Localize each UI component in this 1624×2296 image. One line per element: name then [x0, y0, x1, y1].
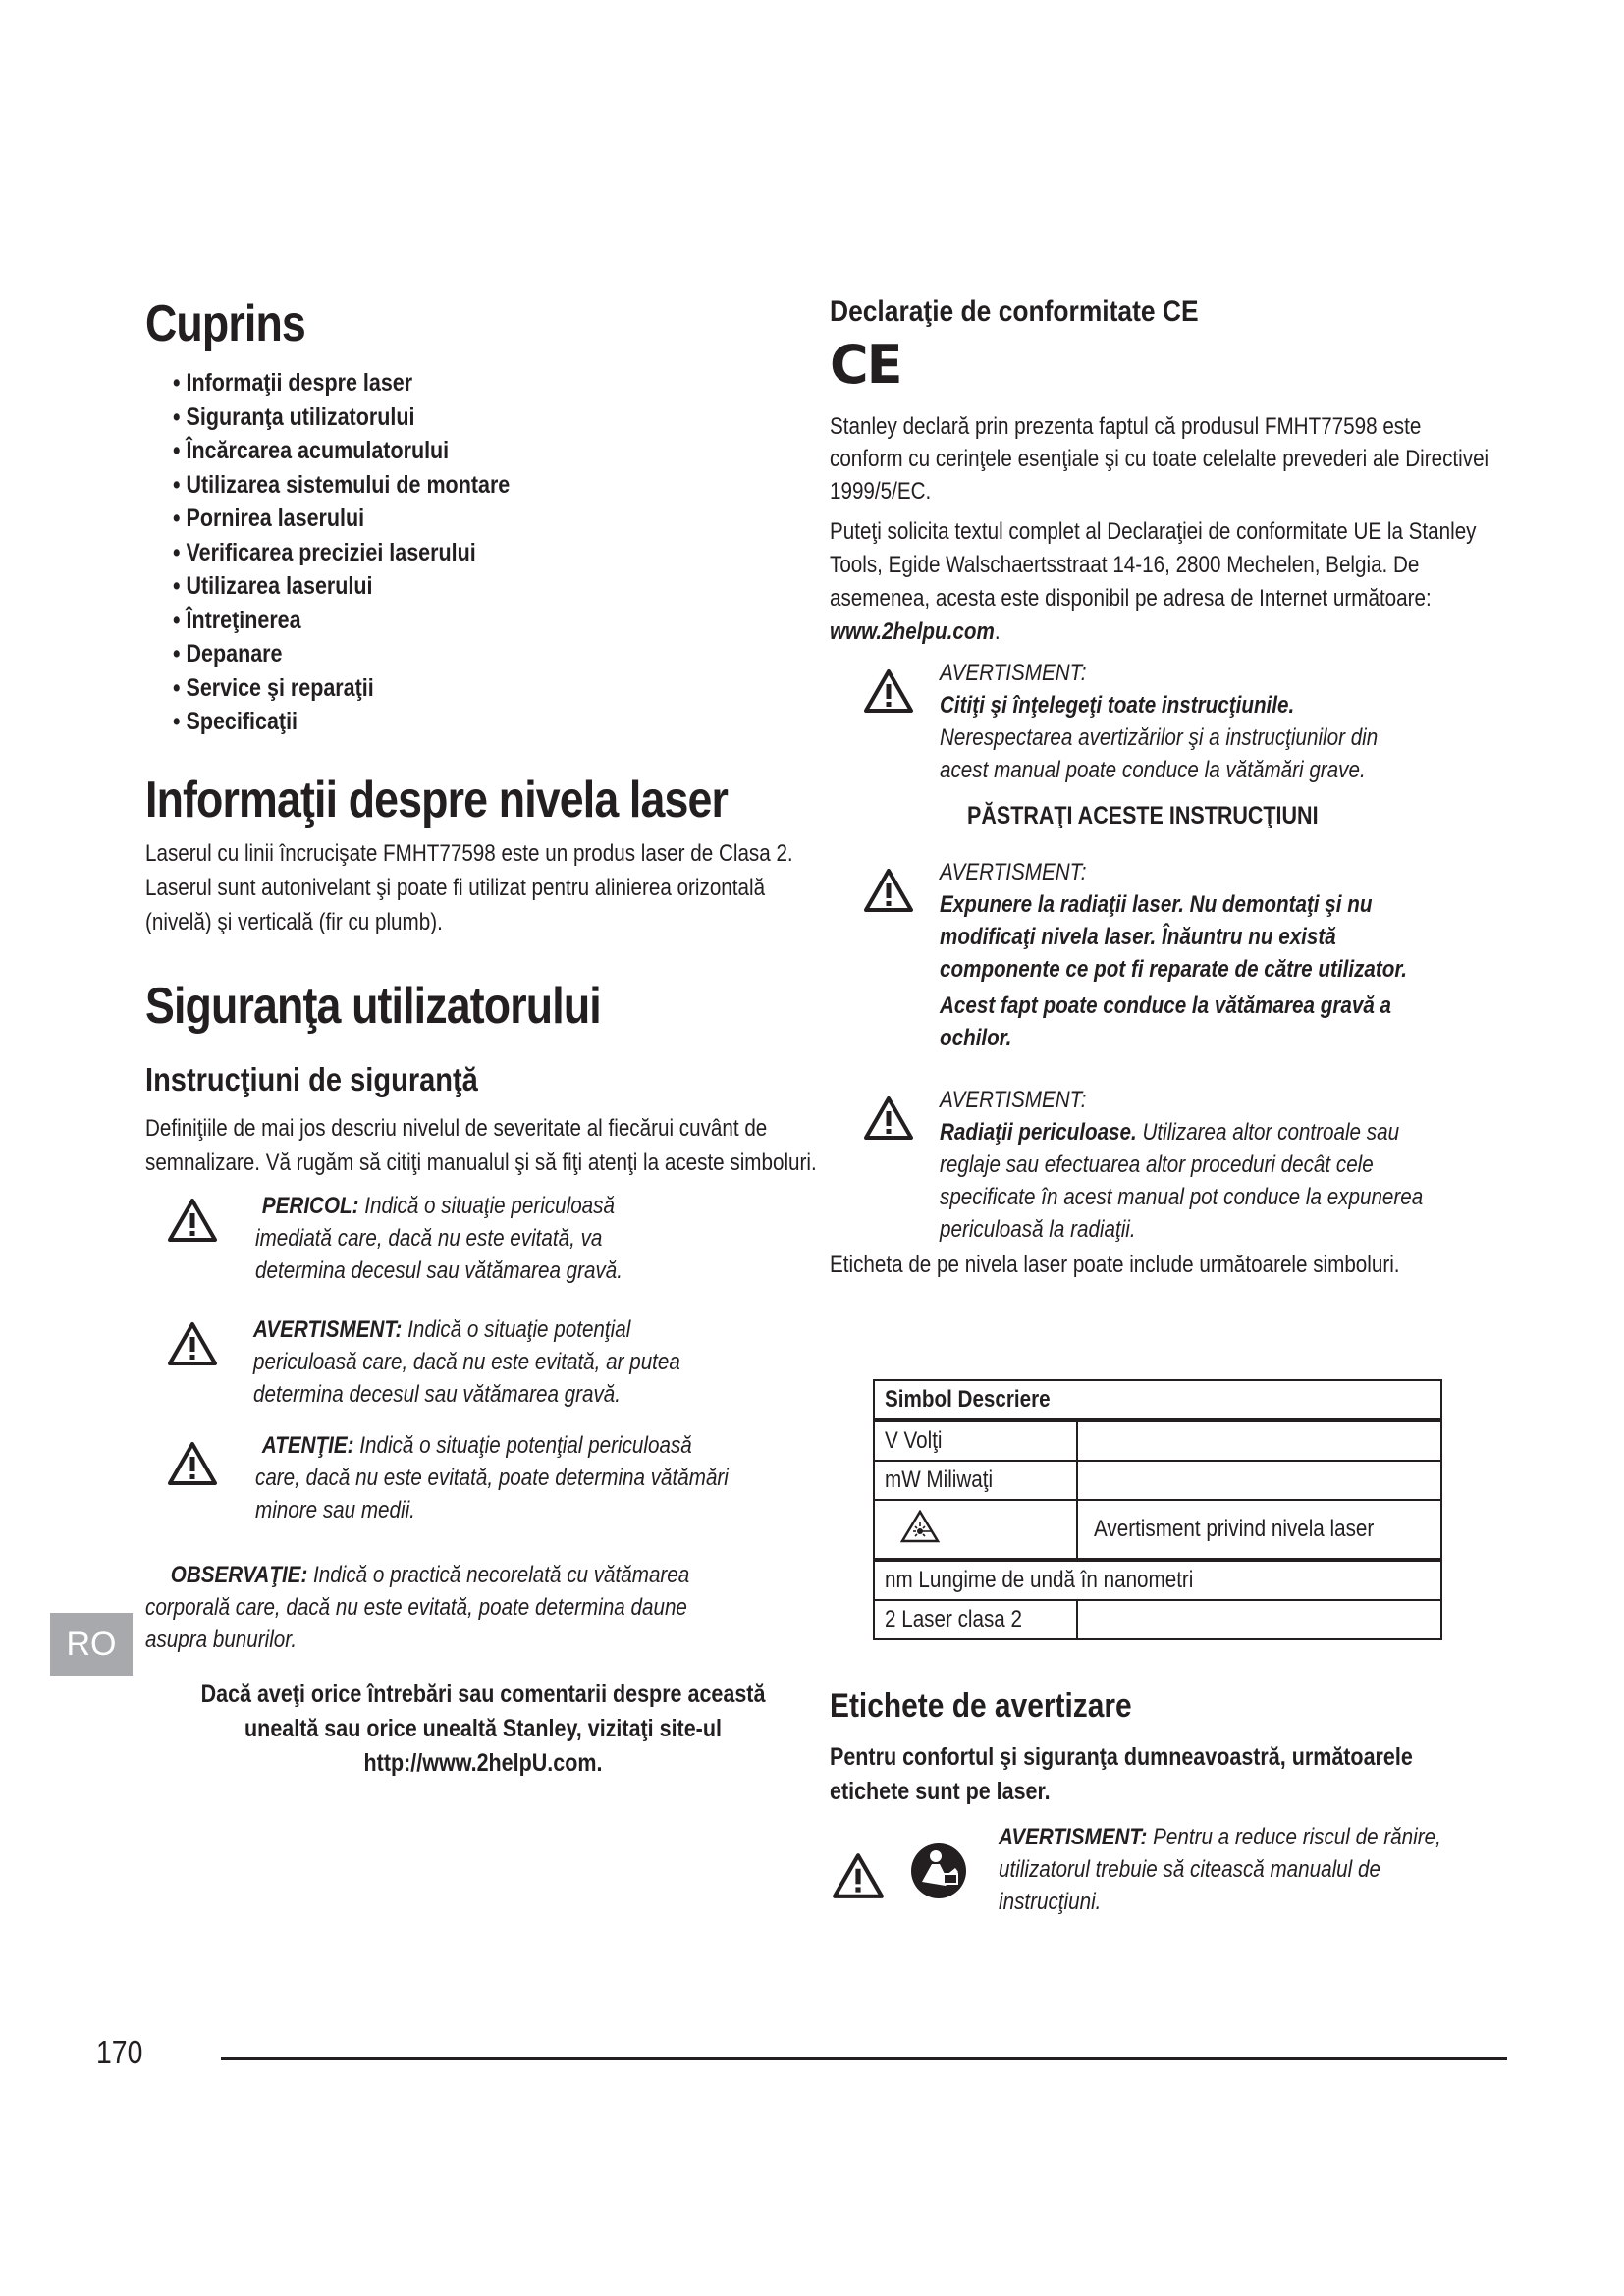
declaration-p2-end: . [994, 618, 1001, 645]
language-tab: RO [50, 1613, 133, 1676]
contents-item[interactable]: • Siguranţa utilizatorului [173, 402, 415, 431]
caution-label: ATENŢIE: [261, 1431, 354, 1459]
labels-section [830, 1686, 1497, 1929]
caution-block [145, 1429, 823, 1539]
table-row [874, 1420, 1441, 1461]
warning-label: AVERTISMENT: [253, 1315, 403, 1343]
contents-item[interactable]: • Încărcarea acumulatorului [173, 437, 450, 465]
declaration-p2-text: Puteţi solicita textul complet al Declaraţiei de conformitate UE la Stanley Tools, Egide Walschaertsstraat 14-16, 2800 Mechelen, Belgia. De asemenea, acesta este disponibil pe adresa de Internet următoare: [830, 518, 1477, 612]
contents-item[interactable]: • Depanare [173, 640, 283, 668]
table-cell: V Volţi [885, 1427, 943, 1454]
declaration-p2 [830, 515, 1496, 649]
contents-item[interactable]: • Utilizarea laserului [173, 572, 373, 601]
contact-line: unealtă sau orice unealtă Stanley, vizitaţi site-ul [244, 1714, 722, 1742]
warning-triangle-icon [167, 1321, 218, 1366]
warning-triangle-icon [167, 1441, 218, 1486]
right-column [830, 294, 1497, 1282]
warning-triangle-icon [863, 868, 914, 913]
note-block [145, 1559, 728, 1656]
declaration-title: Declaraţie de conformitate CE [830, 295, 1199, 328]
contents-item[interactable]: • Informaţii despre laser [173, 369, 413, 398]
declaration-url-link[interactable]: www.2helpu.com [830, 618, 995, 645]
safety-subtitle: Instrucţiuni de siguranţă [145, 1061, 478, 1098]
keep-instructions: PĂSTRAŢI ACESTE INSTRUCŢIUNI [967, 802, 1319, 829]
danger-block [145, 1190, 823, 1300]
table-row [874, 1461, 1441, 1500]
symbol-table-header: Simbol Descriere [885, 1386, 1051, 1413]
w3-bold: Radiaţii periculoase. [940, 1119, 1137, 1146]
symbols-intro: Eticheta de pe nivela laser poate include următoarele simboluri. [830, 1252, 1400, 1278]
contents-item[interactable]: • Service şi reparaţii [173, 673, 374, 702]
labels-warning-block [830, 1821, 1497, 1929]
warning-block [145, 1313, 823, 1423]
labels-title: Etichete de avertizare [830, 1687, 1132, 1725]
left-column [145, 285, 823, 1781]
warning-triangle-icon [167, 1198, 218, 1243]
info-title: Informaţii despre nivela laser [145, 771, 729, 828]
table-cell: 2 Laser clasa 2 [885, 1606, 1022, 1632]
note-label: OBSERVAŢIE: [170, 1561, 308, 1588]
contact-block [145, 1678, 821, 1781]
contact-url-link[interactable]: http://www.2helpU.com. [363, 1748, 603, 1777]
contact-line: Dacă aveţi orice întrebări sau comentarii despre această [200, 1680, 766, 1708]
labels-intro: Pentru confortul şi siguranţa dumneavoastră, următoarele etichete sunt pe laser. [830, 1742, 1413, 1805]
footer-rule [221, 2057, 1507, 2060]
w2-label: AVERTISMENT: [940, 859, 1087, 885]
info-text: Laserul cu linii încrucişate FMHT77598 este un produs laser de Clasa 2. Laserul sunt autonivelant şi poate fi utilizat pentru alinierea orizontală (nivelă) şi verticală (fir cu plumb). [145, 839, 793, 935]
contents-item[interactable]: • Întreţinerea [173, 606, 301, 634]
table-row [874, 1500, 1441, 1560]
w3-label: AVERTISMENT: [940, 1087, 1087, 1113]
warning-radiation-block [830, 1084, 1497, 1249]
table-row [874, 1560, 1441, 1600]
contents-title: Cuprins [145, 295, 305, 352]
table-row [874, 1600, 1441, 1639]
table-cell: nm Lungime de undă în nanometri [885, 1567, 1194, 1593]
labels-warning-text: Pentru a reduce riscul de rănire, utilizatorul trebuie să citească manualul de instrucţiuni. [999, 1823, 1441, 1915]
warning-triangle-icon [863, 1095, 914, 1141]
table-row [874, 1380, 1441, 1420]
contents-item[interactable]: • Verificarea preciziei laserului [173, 538, 476, 566]
danger-label: PERICOL: [261, 1192, 359, 1219]
warning-triangle-icon [863, 668, 914, 714]
danger-text: Indică o situaţie periculoasă imediată care, dacă nu este evitată, va determina decesul sau vătămarea gravă. [255, 1192, 623, 1284]
safety-title: Siguranţa utilizatorului [145, 977, 601, 1035]
w1-label: AVERTISMENT: [940, 660, 1087, 686]
contents-item[interactable]: • Utilizarea sistemului de montare [173, 470, 511, 499]
labels-warning-label: AVERTISMENT: [999, 1823, 1148, 1850]
table-cell: Avertisment privind nivela laser [1094, 1516, 1375, 1542]
page-number: 170 [96, 2034, 143, 2070]
w3-body [940, 1116, 1446, 1246]
read-manual-icon [910, 1842, 967, 1899]
warning-read-block [830, 657, 1497, 788]
warning-laser-block [830, 856, 1497, 1076]
laser-warning-icon [900, 1510, 940, 1543]
contents-item[interactable]: • Pornirea laserului [173, 505, 365, 533]
symbol-table [873, 1379, 1442, 1640]
w2-bold2: Acest fapt poate conduce la vătămarea gravă a ochilor. [940, 992, 1392, 1051]
w1-text: Nerespectarea avertizărilor şi a instrucţiunilor din acest manual poate conduce la vătămări grave. [940, 724, 1379, 783]
contents-item[interactable]: • Specificaţii [173, 708, 298, 736]
ce-mark: CE [830, 334, 901, 396]
w2-bold1: Expunere la radiaţii laser. Nu demontaţi şi nu modificaţi nivela laser. Înăuntru nu există componente ce pot fi reparate de către utilizator. [940, 891, 1407, 983]
table-cell: mW Miliwaţi [885, 1467, 994, 1493]
note-text: Indică o practică necorelată cu vătămarea corporală care, dacă nu este evitată, poate determina daune asupra bunurilor. [145, 1561, 690, 1653]
declaration-p1: Stanley declară prin prezenta faptul că produsul FMHT77598 este conform cu cerinţele esenţiale şi cu toate celelalte prevederi ale Directivei 1999/5/EC. [830, 413, 1489, 505]
w3-text: Utilizarea altor controale sau reglaje sau efectuarea altor proceduri decât cele specificate în acest manual pot conduce la expunerea periculoasă la radiaţii. [940, 1119, 1424, 1243]
contents-list [173, 366, 823, 739]
caution-text: Indică o situaţie potenţial periculoasă care, dacă nu este evitată, poate determina vătămări minore sau medii. [255, 1431, 729, 1523]
w1-bold: Citiţi şi înţelegeţi toate instrucţiunile. [940, 692, 1295, 719]
warning-triangle-icon [832, 1852, 885, 1899]
safety-intro: Definiţiile de mai jos descriu nivelul de severitate al fiecărui cuvânt de semnalizare. Vă rugăm să citiţi manualul şi să fiţi atenţi la aceste simboluri. [145, 1114, 817, 1176]
warning-text: Indică o situaţie potenţial periculoasă care, dacă nu este evitată, ar putea determina decesul sau vătămarea gravă. [253, 1315, 680, 1408]
